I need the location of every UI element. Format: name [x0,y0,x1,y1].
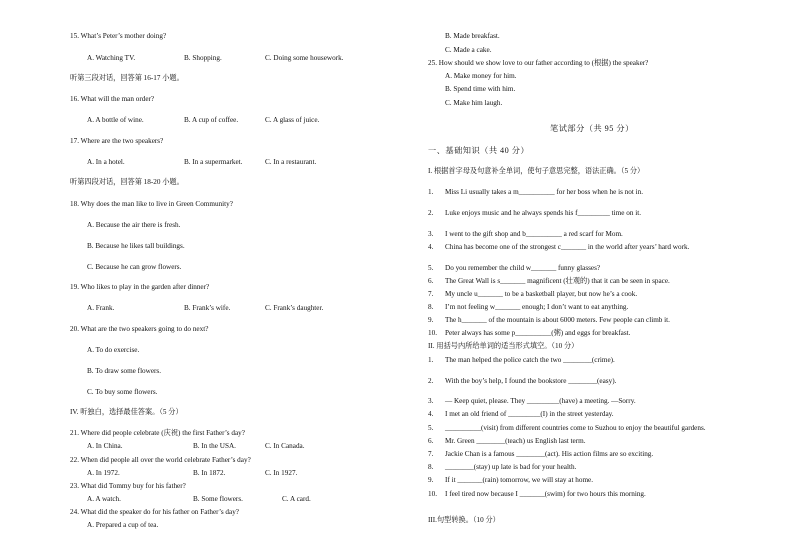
s1-item-number: 8. [428,303,434,311]
q25-option-b: B. Spend time with him. [445,85,516,93]
subsection-2-instruction: II. 用括号内所给单词的适当形式填空。（10 分） [428,342,579,350]
question-22: 22. When did people all over the world celebrate Father’s day? [70,456,251,464]
q23-option-a: A. A watch. [87,495,121,503]
s2-item-text: I met an old friend of _________(I) in the street yesterday. [445,410,614,418]
q17-option-b: B. In a supermarket. [184,158,243,166]
s2-item-number: 6. [428,437,434,445]
s1-item-number: 2. [428,209,434,217]
q15-option-c: C. Doing some housework. [265,54,344,62]
q17-option-c: C. In a restaurant. [265,158,317,166]
question-21: 21. Where did people celebrate (庆祝) the first Father’s day? [70,429,245,437]
s1-item-number: 5. [428,264,434,272]
section-3-instruction: 听第三段对话，回答第 16-17 小题。 [70,74,184,82]
s2-item-text: With the boy’s help, I found the bookstore ________(easy). [445,377,617,385]
q21-option-a: A. In China. [87,442,123,450]
question-15: 15. What’s Peter’s mother doing? [70,32,167,40]
s2-item-text: __________(visit) from different countries come to Suzhou to enjoy the beautiful gardens. [445,424,706,432]
s1-item-number: 7. [428,290,434,298]
s2-item-number: 5. [428,424,434,432]
s1-item-number: 10. [428,329,437,337]
s2-item-number: 10. [428,490,437,498]
s2-item-text: I feel tired now because I _______(swim) for two hours this morning. [445,490,646,498]
s2-item-number: 2. [428,377,434,385]
s1-item-text: Luke enjoys music and he always spends his f_________ time on it. [445,209,642,217]
subsection-1-instruction: I. 根据首字母及句意补全单词，使句子意思完整，语法正确。（5 分） [428,167,645,175]
question-17: 17. Where are the two speakers? [70,137,164,145]
q19-option-a: A. Frank. [87,304,115,312]
s2-item-number: 8. [428,463,434,471]
q22-option-b: B. In 1872. [193,469,226,477]
question-16: 16. What will the man order? [70,95,155,103]
q19-option-b: B. Frank’s wife. [184,304,231,312]
q20-option-c: C. To buy some flowers. [87,388,158,396]
s1-item-text: The Great Wall is s_______ magnificent (壮观的) that it can be seen in space. [445,277,670,285]
s2-item-text: ________(stay) up late is bad for your health. [445,463,577,471]
s2-item-number: 1. [428,356,434,364]
s1-item-text: My uncle u_______ to be a basketball player, but now he’s a cook. [445,290,638,298]
q19-option-c: C. Frank’s daughter. [265,304,324,312]
s1-item-text: Do you remember the child w_______ funny glasses? [445,264,601,272]
s1-item-text: Peter always has some p__________(粥) and eggs for breakfast. [445,329,631,337]
s2-item-number: 4. [428,410,434,418]
q17-option-a: A. In a hotel. [87,158,125,166]
q18-option-c: C. Because he can grow flowers. [87,263,182,271]
q24-option-b: B. Made breakfast. [445,32,500,40]
s1-item-number: 9. [428,316,434,324]
q22-option-a: A. In 1972. [87,469,120,477]
q25-option-c: C. Make him laugh. [445,99,503,107]
q23-option-c: C. A card. [282,495,311,503]
question-25: 25. How should we show love to our father according to (根据) the speaker? [428,59,649,67]
question-24: 24. What did the speaker do for his father on Father’s day? [70,508,239,516]
q23-option-b: B. Some flowers. [193,495,243,503]
q16-option-b: B. A cup of coffee. [184,116,239,124]
q18-option-a: A. Because the air there is fresh. [87,221,181,229]
question-20: 20. What are the two speakers going to do next? [70,325,209,333]
q20-option-b: B. To draw some flowers. [87,367,162,375]
q25-option-a: A. Make money for him. [445,72,517,80]
s1-item-text: China has become one of the strongest c_______ in the world after years’ hard work. [445,243,690,251]
written-part-title: 笔试部分（共 95 分） [550,124,634,133]
question-23: 23. What did Tommy buy for his father? [70,482,186,490]
q24-option-c: C. Made a cake. [445,46,492,54]
part-1-heading: 一、基础知识（共 40 分） [428,146,530,155]
part-4-heading: IV. 听独白，选择最佳答案。（5 分） [70,408,183,416]
s2-item-text: Mr. Green ________(teach) us English last term. [445,437,586,445]
q16-option-a: A. A bottle of wine. [87,116,144,124]
s1-item-text: The h_______ of the mountain is about 6000 meters. Few people can climb it. [445,316,670,324]
s2-item-number: 3. [428,397,434,405]
q15-option-a: A. Watching TV. [87,54,136,62]
q16-option-c: C. A glass of juice. [265,116,320,124]
q21-option-b: B. In the USA. [193,442,236,450]
s2-item-number: 9. [428,476,434,484]
s1-item-number: 1. [428,188,434,196]
question-19: 19. Who likes to play in the garden after dinner? [70,283,210,291]
q15-option-b: B. Shopping. [184,54,222,62]
s1-item-text: I’m not feeling w_______ enough; I don’t want to eat anything. [445,303,629,311]
q20-option-a: A. To do exercise. [87,346,140,354]
s2-item-text: If it _______(rain) tomorrow, we will stay at home. [445,476,594,484]
s1-item-number: 6. [428,277,434,285]
s1-item-text: I went to the gift shop and b__________ a red scarf for Mom. [445,230,623,238]
q21-option-c: C. In Canada. [265,442,305,450]
s1-item-text: Miss Li usually takes a m__________ for her boss when he is not in. [445,188,644,196]
question-18: 18. Why does the man like to live in Green Community? [70,200,233,208]
s2-item-text: The man helped the police catch the two ________(crime). [445,356,615,364]
q22-option-c: C. In 1927. [265,469,298,477]
subsection-3-instruction: III.句型转换。（10 分） [428,516,500,524]
s2-item-text: Jackie Chan is a famous ________(act). His action films are so exciting. [445,450,654,458]
q18-option-b: B. Because he likes tall buildings. [87,242,185,250]
section-4-instruction: 听第四段对话，回答第 18-20 小题。 [70,178,184,186]
s2-item-number: 7. [428,450,434,458]
s2-item-text: — Keep quiet, please. They _________(have) a meeting. —Sorry. [445,397,636,405]
q24-option-a: A. Prepared a cup of tea. [87,521,159,529]
s1-item-number: 4. [428,243,434,251]
s1-item-number: 3. [428,230,434,238]
